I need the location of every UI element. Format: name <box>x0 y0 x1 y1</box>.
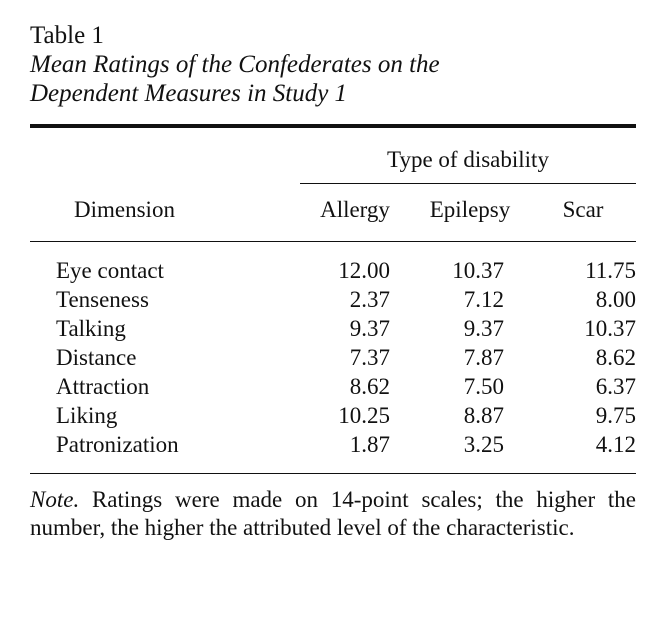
value-cell: 7.12 <box>463 287 504 312</box>
table-row <box>30 242 636 285</box>
table-row <box>30 314 636 343</box>
table-row <box>30 401 636 430</box>
spanner-heading: Type of disability <box>387 147 549 172</box>
table-row <box>30 430 636 473</box>
dimension-cell: Eye contact <box>56 258 164 283</box>
bottom-rule <box>30 473 636 474</box>
value-cell: 8.62 <box>349 374 390 399</box>
value-cell: 9.37 <box>463 316 504 341</box>
column-header-allergy: Allergy <box>320 197 390 222</box>
value-cell: 8.62 <box>595 345 636 370</box>
value-cell: 9.75 <box>595 403 636 428</box>
value-cell: 3.25 <box>463 432 504 457</box>
value-cell: 4.12 <box>595 432 636 457</box>
value-cell: 2.37 <box>349 287 390 312</box>
value-cell: 9.37 <box>349 316 390 341</box>
value-cell: 10.37 <box>452 258 504 283</box>
row-header: Dimension <box>74 197 175 222</box>
column-header-epilepsy: Epilepsy <box>429 197 511 222</box>
value-cell: 7.50 <box>463 374 504 399</box>
table-row <box>30 372 636 401</box>
value-cell: 10.25 <box>338 403 390 428</box>
value-cell: 8.87 <box>463 403 504 428</box>
table-label: Table 1 <box>30 22 104 49</box>
table-title-line: Dependent Measures in Study 1 <box>30 80 348 107</box>
dimension-cell: Talking <box>56 316 126 341</box>
dimension-cell: Liking <box>56 403 118 428</box>
value-cell: 7.37 <box>349 345 390 370</box>
table-title <box>30 50 636 108</box>
table-block <box>30 22 636 542</box>
value-cell: 7.87 <box>463 345 504 370</box>
value-cell: 10.37 <box>584 316 636 341</box>
column-header-scar: Scar <box>562 197 604 222</box>
value-cell: 12.00 <box>338 258 390 283</box>
dimension-cell: Attraction <box>56 374 150 399</box>
table-row <box>30 285 636 314</box>
note-text: Ratings were made on 14-point scales; the higher the number, the higher the attributed level of the characteristic. <box>30 487 636 540</box>
dimension-cell: Patronization <box>56 432 179 457</box>
table-note <box>30 486 636 542</box>
dimension-cell: Distance <box>56 345 137 370</box>
table-row <box>30 343 636 372</box>
value-cell: 11.75 <box>585 258 636 283</box>
value-cell: 8.00 <box>595 287 636 312</box>
dimension-cell: Tenseness <box>56 287 149 312</box>
note-lead: Note. <box>30 487 80 512</box>
table-body <box>30 242 636 473</box>
table-title-line: Mean Ratings of the Confederates on the <box>30 51 440 78</box>
value-cell: 6.37 <box>595 374 636 399</box>
data-table <box>30 128 636 474</box>
value-cell: 1.87 <box>349 432 390 457</box>
